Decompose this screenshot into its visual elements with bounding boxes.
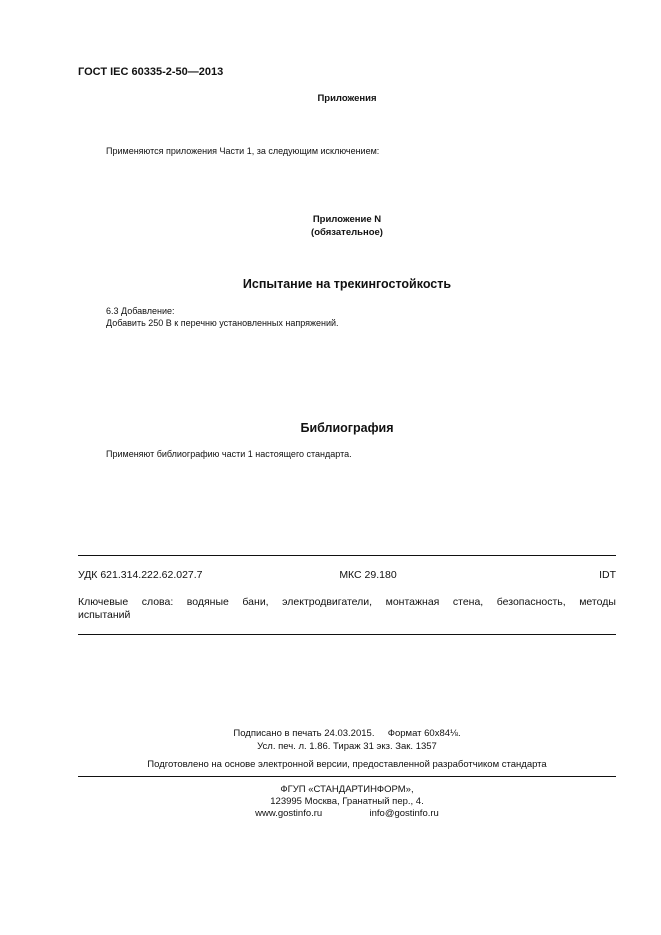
imprint-signed: Подписано в печать 24.03.2015. (233, 728, 375, 739)
keyword-word: бани, (242, 596, 269, 608)
imprint-sheets: Усл. печ. л. 1.86. Тираж 31 экз. Зак. 1357 (257, 741, 437, 752)
annex-n-clause: 6.3 Добавление: (106, 306, 175, 316)
publisher-website[interactable]: www.gostinfo.ru (255, 808, 323, 819)
classification-bottom-rule (78, 634, 616, 635)
imprint-format: Формат 60x84⅛. (387, 728, 461, 739)
appendices-heading: Приложения (317, 93, 377, 104)
keyword-word: методы (579, 596, 616, 608)
appendices-intro: Применяются приложения Части 1, за следующим исключением: (106, 146, 380, 156)
keywords-line-1 (78, 596, 616, 608)
keyword-word: безопасность, (496, 596, 566, 608)
mks-code: МКС 29.180 (339, 569, 397, 581)
keyword-word: монтажная (385, 596, 440, 608)
bibliography-text: Применяют библиографию части 1 настоящего стандарта. (106, 449, 352, 459)
bibliography-heading: Библиография (300, 421, 394, 435)
keyword-word: стена, (452, 596, 484, 608)
classification-top-rule (78, 555, 616, 556)
annex-n-heading: Испытание на трекингостойкость (242, 277, 452, 291)
imprint-rule (78, 776, 616, 777)
annex-n-title: Приложение N (312, 214, 382, 225)
keywords-line-2: испытаний (78, 609, 131, 621)
publisher-email[interactable]: info@gostinfo.ru (369, 808, 439, 819)
udk-code: УДК 621.314.222.62.027.7 (78, 569, 203, 581)
imprint-prepared: Подготовлено на основе электронной версии, предоставленной разработчиком стандарта (147, 759, 547, 770)
keyword-word: электродвигатели, (282, 596, 373, 608)
publisher-address: 123995 Москва, Гранатный пер., 4. (270, 796, 424, 807)
keyword-word: водяные (186, 596, 229, 608)
annex-n-status: (обязательное) (311, 227, 383, 238)
keyword-word: Ключевые (78, 596, 129, 608)
idt-label: IDT (599, 569, 616, 581)
imprint-signed-line (78, 728, 616, 739)
publisher-contacts (78, 808, 616, 819)
keyword-word: слова: (141, 596, 174, 608)
publisher-name: ФГУП «СТАНДАРТИНФОРМ», (280, 784, 414, 795)
doc-code-header: ГОСТ IEC 60335-2-50—2013 (78, 66, 224, 78)
annex-n-text: Добавить 250 В к перечню установленных напряжений. (106, 318, 339, 328)
